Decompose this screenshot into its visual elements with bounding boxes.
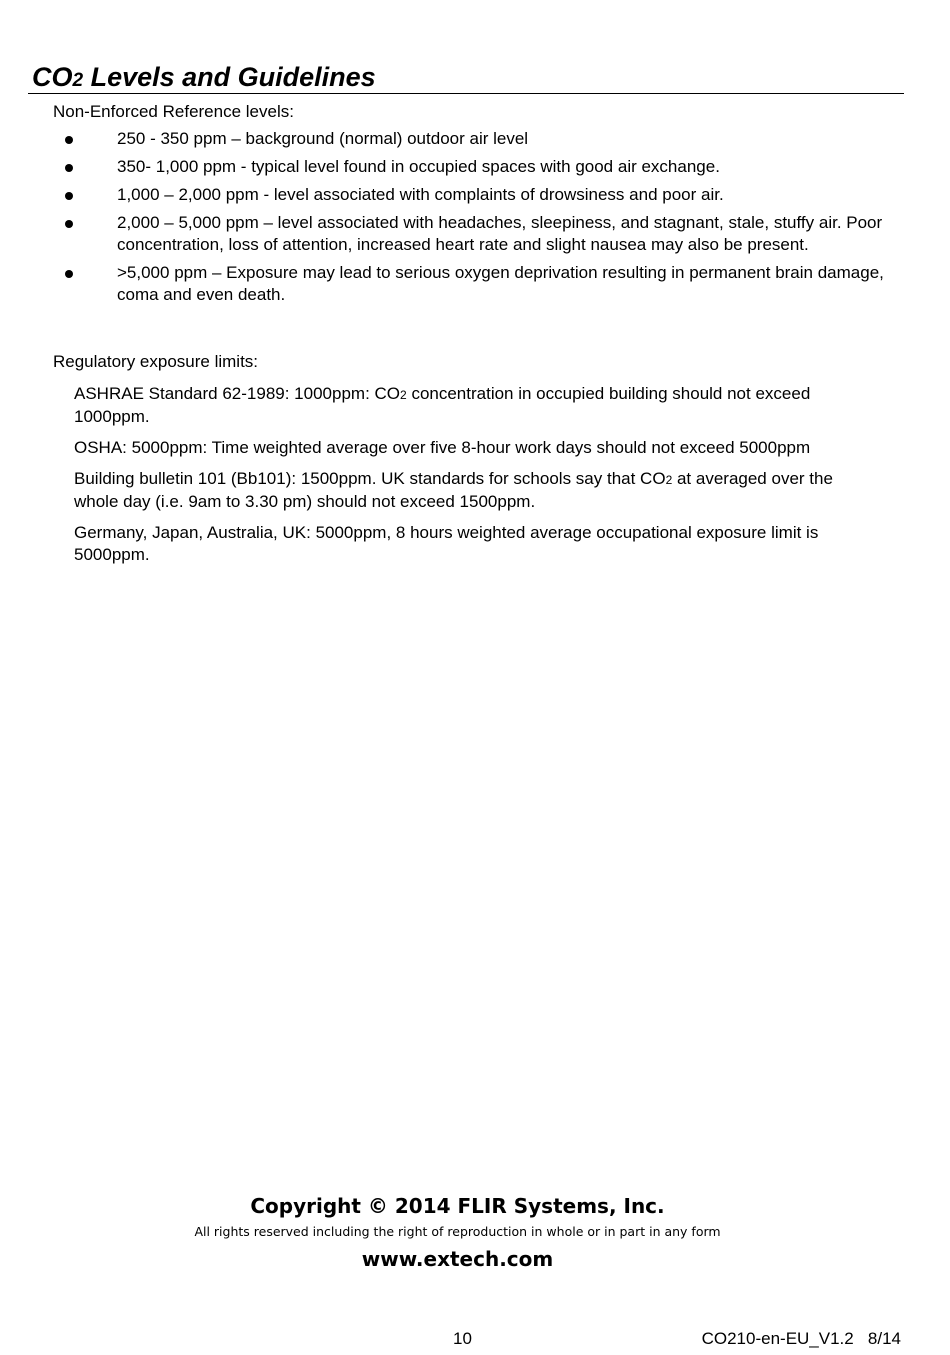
regulatory-limits xyxy=(74,383,864,575)
list-item xyxy=(0,156,907,178)
list-item xyxy=(0,128,907,150)
ashrae-text-end: concentration in occupied building should not exceed 1000ppm. xyxy=(74,384,811,426)
bullet-icon xyxy=(65,220,73,228)
list-item xyxy=(0,262,907,306)
bb101-subscript: 2 xyxy=(665,473,673,487)
list-item xyxy=(0,184,907,206)
page-number: 10 xyxy=(453,1329,472,1348)
reference-levels-label: Non-Enforced Reference levels: xyxy=(53,102,294,121)
list-item xyxy=(0,212,907,256)
list-item-text: >5,000 ppm – Exposure may lead to serious oxygen deprivation resulting in permanent brain damage, coma and even death. xyxy=(117,263,884,304)
title-divider xyxy=(28,93,904,94)
list-item-text: 250 - 350 ppm – background (normal) outdoor air level xyxy=(117,129,529,148)
bb101-text-end: at averaged over the whole day (i.e. 9am to 3.30 pm) should not exceed 1500ppm. xyxy=(74,469,833,511)
bullet-icon xyxy=(65,164,73,172)
bullet-icon xyxy=(65,136,73,144)
footer-url: www.extech.com xyxy=(361,1247,554,1271)
ashrae-limit xyxy=(74,383,864,428)
list-item-text: 2,000 – 5,000 ppm – level associated with headaches, sleepiness, and stagnant, stale, stuffy air. Poor concentration, loss of attention, increased heart rate and slight nausea may also be present. xyxy=(117,213,883,254)
title-subscript: 2 xyxy=(72,70,84,91)
bb101-text-start: Building bulletin 101 (Bb101): 1500ppm. UK standards for schools say that CO xyxy=(74,469,666,488)
international-limit: Germany, Japan, Australia, UK: 5000ppm, 8 hours weighted average occupational exposure limit is 5000ppm. xyxy=(74,523,819,564)
title-co: CO xyxy=(32,62,73,92)
list-item-text: 350- 1,000 ppm - typical level found in occupied spaces with good air exchange. xyxy=(117,157,720,176)
document-code: CO210-en-EU_V1.2 8/14 xyxy=(701,1329,901,1348)
footer-copyright: Copyright © 2014 FLIR Systems, Inc. xyxy=(250,1194,665,1218)
ashrae-text-start: ASHRAE Standard 62-1989: 1000ppm: CO xyxy=(74,384,401,403)
footer-rights: All rights reserved including the right of reproduction in whole or in part in any form xyxy=(194,1224,721,1239)
ashrae-subscript: 2 xyxy=(400,388,407,402)
bullet-icon xyxy=(65,270,73,278)
bb101-limit xyxy=(74,468,864,513)
regulatory-limits-label: Regulatory exposure limits: xyxy=(53,352,259,371)
reference-levels-list xyxy=(0,128,950,312)
bullet-icon xyxy=(65,192,73,200)
osha-limit: OSHA: 5000ppm: Time weighted average over five 8-hour work days should not exceed 5000ppm xyxy=(74,438,811,457)
list-item-text: 1,000 – 2,000 ppm - level associated with complaints of drowsiness and poor air. xyxy=(117,185,724,204)
title-rest: Levels and Guidelines xyxy=(83,62,376,92)
